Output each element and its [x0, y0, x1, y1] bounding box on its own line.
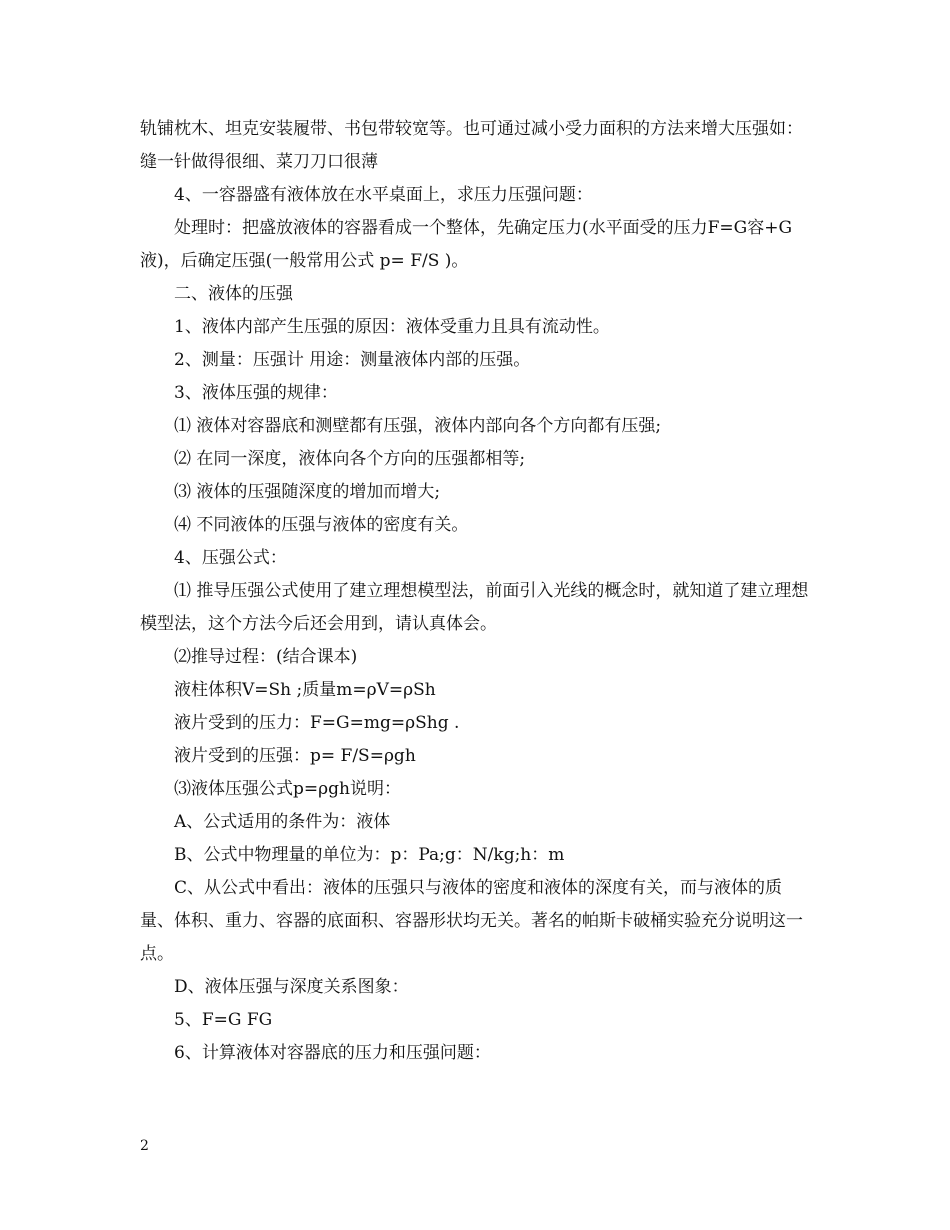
paragraph: A、公式适用的条件为：液体 — [174, 812, 391, 832]
paragraph: ⑴ 推导压强公式使用了建立理想模型法，前面引入光线的概念时，就知道了建立理想模型法，这个方法今后还会用到，请认真体会。 — [140, 581, 809, 634]
page-number: 2 — [140, 1138, 149, 1154]
paragraph: 二、液体的压强 — [174, 284, 293, 304]
paragraph: ⑵推导过程：(结合课本) — [174, 647, 358, 667]
paragraph: D、液体压强与深度关系图象： — [174, 977, 409, 997]
paragraph: 液柱体积V=Sh ;质量m=ρV=ρSh — [174, 680, 436, 700]
paragraph: 1、液体内部产生压强的原因：液体受重力且具有流动性。 — [174, 317, 610, 337]
paragraph: C、从公式中看出：液体的压强只与液体的密度和液体的深度有关，而与液体的质量、体积、重力、容器的底面积、容器形状均无关。著名的帕斯卡破桶实验充分说明这一点。 — [140, 878, 803, 964]
paragraph: 2、测量：压强计 用途：测量液体内部的压强。 — [174, 350, 531, 370]
paragraph: 4、一容器盛有液体放在水平桌面上，求压力压强问题： — [174, 185, 593, 205]
paragraph: B、公式中物理量的单位为：p：Pa;g：N/kg;h：m — [174, 845, 565, 865]
paragraph: ⑶液体压强公式p=ρgh说明： — [174, 779, 401, 799]
paragraph: ⑷ 不同液体的压强与液体的密度有关。 — [174, 515, 469, 535]
paragraph: 5、F=G FG — [174, 1010, 273, 1030]
paragraph: 4、压强公式： — [174, 548, 287, 568]
paragraph: ⑵ 在同一深度，液体向各个方向的压强都相等; — [174, 449, 526, 469]
document-body — [140, 113, 812, 1070]
paragraph: 处理时：把盛放液体的容器看成一个整体，先确定压力(水平面受的压力F=G容+G液)，后确定压强(一般常用公式 p= F/S )。 — [140, 218, 793, 271]
paragraph: 轨铺枕木、坦克安装履带、书包带较宽等。也可通过减小受力面积的方法来增大压强如：缝一针做得很细、菜刀刀口很薄 — [140, 119, 803, 172]
paragraph: ⑶ 液体的压强随深度的增加而增大; — [174, 482, 441, 502]
paragraph: 3、液体压强的规律： — [174, 383, 338, 403]
paragraph: 6、计算液体对容器底的压力和压强问题： — [174, 1043, 491, 1063]
paragraph: 液片受到的压强：p= F/S=ρgh — [174, 746, 416, 766]
paragraph: ⑴ 液体对容器底和测壁都有压强，液体内部向各个方向都有压强; — [174, 416, 662, 436]
paragraph: 液片受到的压力：F=G=mg=ρShg . — [174, 713, 460, 733]
